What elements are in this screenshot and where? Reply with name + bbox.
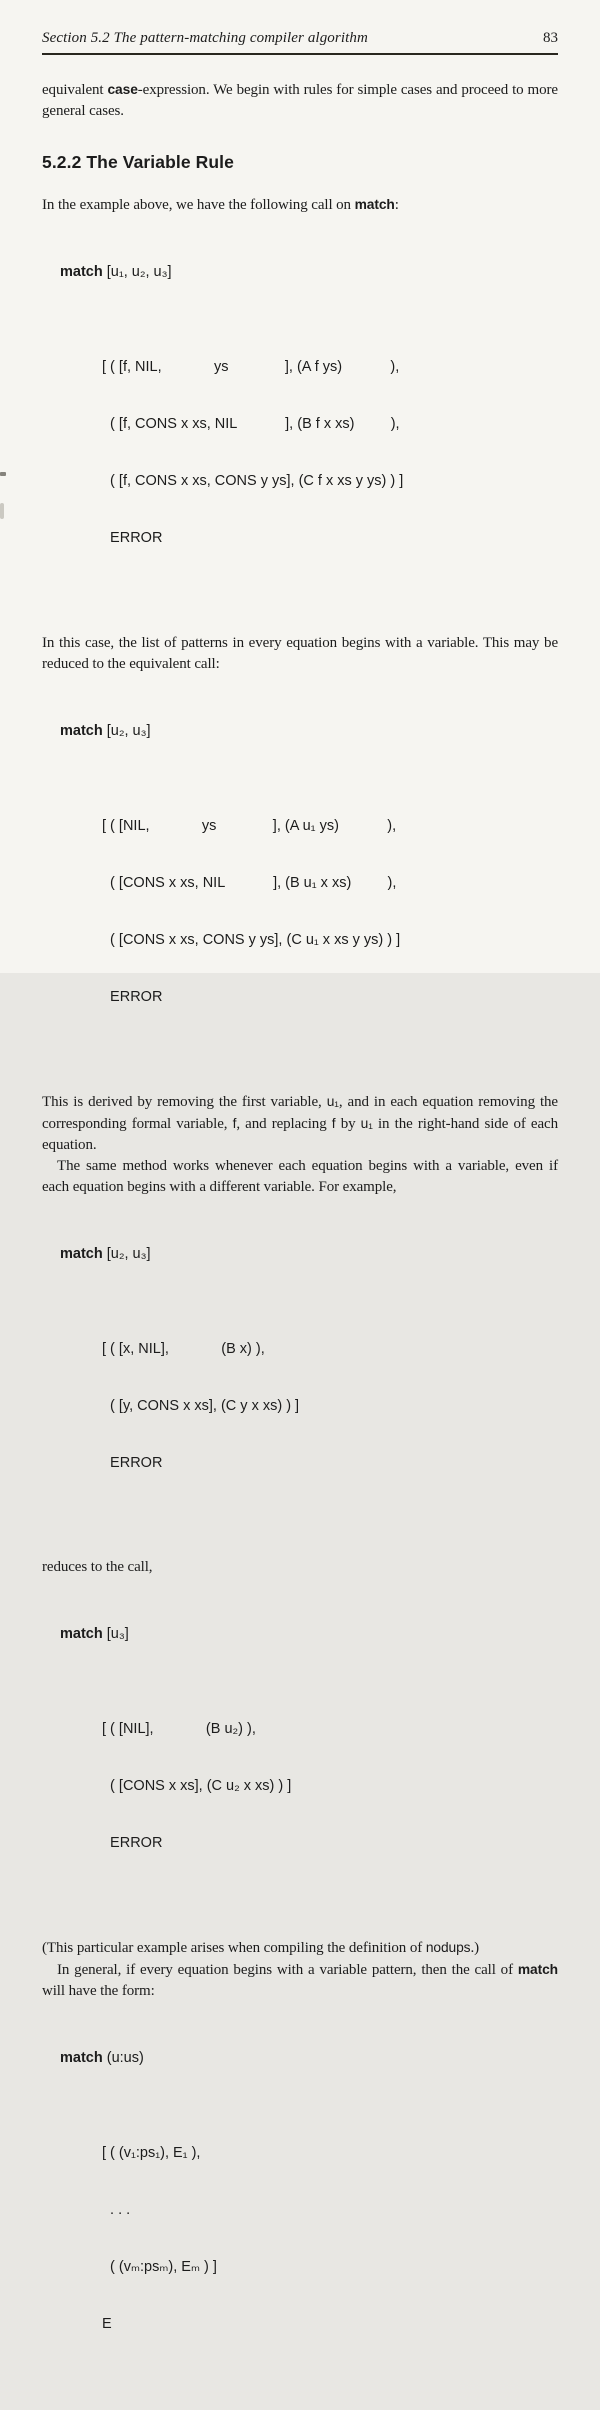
paragraph-intro [42,79,558,122]
inline-keyword-match: match [354,197,395,212]
text-run: In the example above, we have the following call on [42,197,355,213]
match-keyword: match [60,723,103,739]
code-args: [u₂, u₃] [102,1246,151,1262]
code-line: ( [y, CONS x xs], (C y x xs) ) ] [102,1398,300,1414]
code-lines [102,1682,558,1891]
paragraph-example-call [42,194,558,216]
inline-code-u1: u₁ [360,1116,373,1131]
running-header-title: Section 5.2 The pattern-matching compiler algorithm [42,30,368,46]
running-header [42,30,558,55]
match-keyword: match [60,1246,103,1262]
code-line: [ ( [x, NIL], (B x) ), [102,1341,265,1357]
code-block-2 [60,684,558,1083]
text-run: (This particular example arises when compiling the definition of [42,1940,426,1956]
code-line: ( [f, CONS x xs, NIL ], (B f x xs) ), [102,416,400,432]
code-line: ERROR [102,1835,163,1851]
match-keyword: match [60,264,103,280]
paragraph-derivation [42,1091,558,1156]
code-block-1 [60,225,558,624]
text-run: In general, if every equation begins with a variable pattern, then the call of [57,1962,518,1978]
code-head [60,722,558,741]
code-line: [ ( [NIL, ys ], (A u₁ ys) ), [102,818,397,834]
code-args: [u₂, u₃] [102,723,151,739]
text-run: .) [470,1940,480,1956]
code-line: ERROR [102,530,163,546]
code-line: ( [f, CONS x xs, CONS y ys], (C f x xs y ys) ) ] [102,473,404,489]
paragraph-nodups-note [42,1937,558,1959]
match-keyword: match [60,2050,103,2066]
inline-keyword-case: case [107,82,138,97]
code-line: [ ( [NIL], (B u₂) ), [102,1721,256,1737]
scan-artifact [0,503,4,519]
code-line: ERROR [102,1455,163,1471]
code-line: E [102,2316,112,2332]
code-line: . . . [102,2202,131,2218]
code-block-4 [60,1587,558,1929]
inline-code-f: f [331,1116,336,1131]
code-args: (u:us) [102,2050,144,2066]
section-heading: 5.2.2 The Variable Rule [42,152,234,172]
text-run: in the right-hand side of each equation. [42,1116,558,1153]
code-args: [u₁, u₂, u₃] [102,264,172,280]
code-block-5 [60,2011,558,2410]
page-number: 83 [543,30,558,46]
text-run: : [394,197,399,213]
code-args: [u₃] [102,1626,129,1642]
code-lines [102,320,558,586]
code-lines [102,779,558,1045]
inline-code-nodups: nodups [425,1940,471,1955]
text-run: by [335,1116,361,1132]
code-lines [102,1302,558,1511]
inline-code-f: f [232,1116,237,1131]
code-lines [102,2106,558,2372]
inline-code-u1: u₁ [326,1094,339,1109]
code-line: ( (vₘ:psₘ), Eₘ ) ] [102,2259,217,2275]
text-run: , and in each equation removing the corresponding formal variable, [42,1094,558,1132]
code-line: ( [CONS x xs, CONS y ys], (C u₁ x xs y ys) ) ] [102,932,401,948]
code-line: [ ( [f, NIL, ys ], (A f ys) ), [102,359,400,375]
code-head [60,263,558,282]
code-head [60,1245,558,1264]
code-line: ( [CONS x xs, NIL ], (B u₁ x xs) ), [102,875,397,891]
match-keyword: match [60,1626,103,1642]
code-line: [ ( (v₁:ps₁), E₁ ), [102,2145,201,2161]
code-block-3 [60,1207,558,1549]
code-head [60,1625,558,1644]
text-run: This is derived by removing the first variable, [42,1094,327,1110]
paragraph-same-method: The same method works whenever each equation begins with a variable, even if each equation begins with a different variable. For example, [42,1158,558,1195]
paragraph-reduction: In this case, the list of patterns in every equation begins with a variable. This may be reduced to the equivalent call: [42,635,558,672]
paragraph-general-form [42,1959,558,2002]
scan-artifact [0,472,6,476]
code-line: ERROR [102,989,163,1005]
text-run: -expression. We begin with rules for simple cases and proceed to more general cases. [42,82,558,119]
text-run: will have the form: [42,1983,155,1999]
paragraph-reduces: reduces to the call, [42,1559,153,1575]
code-head [60,2049,558,2068]
text-run: equivalent [42,82,108,98]
code-line: ( [CONS x xs], (C u₂ x xs) ) ] [102,1778,292,1794]
inline-keyword-match: match [517,1962,558,1977]
text-run: , and replacing [236,1116,332,1132]
